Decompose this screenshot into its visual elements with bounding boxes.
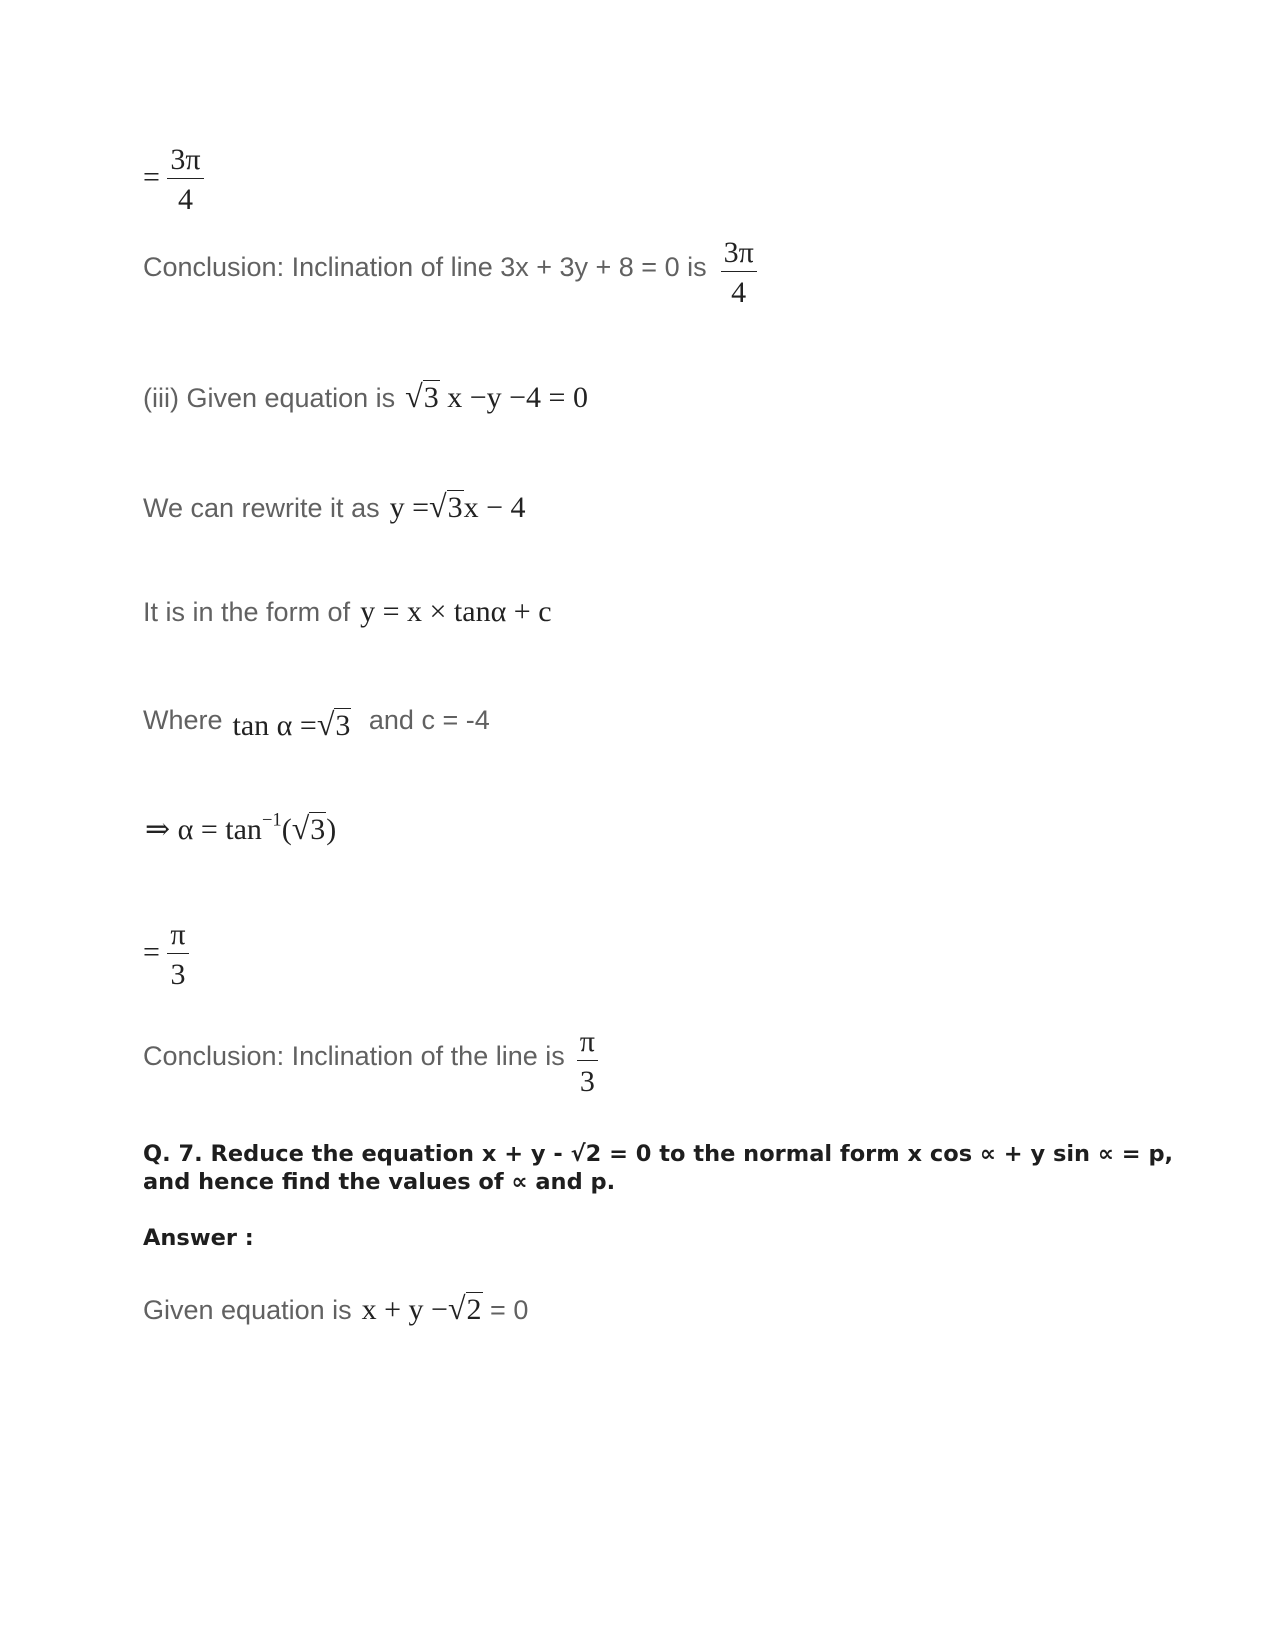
fraction-denominator: 4	[178, 183, 193, 216]
given-equation-iii	[143, 378, 588, 415]
given-equation-q7	[143, 1290, 528, 1327]
close-paren: )	[326, 813, 337, 846]
radicand: 3	[423, 381, 439, 414]
equation-rest: x −y −4 = 0	[447, 381, 588, 414]
equation	[405, 378, 588, 414]
conclusion-part-iii	[143, 1025, 598, 1098]
fraction-denominator: 3	[170, 958, 186, 991]
fraction-numerator: π	[577, 1025, 598, 1061]
equation-lhs: y =	[389, 491, 430, 524]
where-tail-text: and c = -4	[368, 705, 490, 735]
answer-label: Answer :	[143, 1225, 254, 1251]
fraction	[721, 236, 757, 309]
equation-rest: x − 4	[463, 491, 526, 524]
equals-sign: =	[143, 935, 160, 969]
fraction-numerator: 3π	[721, 236, 757, 272]
where-line	[143, 700, 490, 742]
radicand: 3	[310, 813, 326, 846]
implies-line	[145, 810, 336, 847]
fraction	[577, 1025, 598, 1098]
radicand: 3	[335, 709, 351, 742]
rewrite-text: We can rewrite it as	[143, 493, 380, 523]
fraction-denominator: 4	[731, 276, 747, 309]
equation: y = x × tanα + c	[360, 595, 552, 628]
equals-pi-over-three	[143, 918, 189, 991]
fraction	[167, 918, 188, 991]
given-text: (iii) Given equation is	[143, 383, 396, 413]
open-paren: (	[281, 813, 292, 846]
equals-sign: =	[143, 160, 160, 194]
equation-rhs: = 0	[490, 1295, 529, 1325]
form-text: It is in the form of	[143, 597, 351, 627]
square-root: √3	[429, 488, 463, 524]
fraction-numerator: π	[167, 918, 188, 954]
conclusion-text: Conclusion: Inclination of line 3x + 3y + 8 = 0 is	[143, 252, 707, 283]
square-root: √3	[405, 378, 439, 414]
square-root: √2	[447, 1290, 482, 1326]
fraction-numerator: 3π	[167, 143, 203, 179]
equation-lhs: tan α =	[232, 709, 317, 742]
rewrite-line	[143, 488, 526, 525]
question-line-2: and hence find the values of ∝ and p.	[143, 1169, 616, 1195]
question-line-1: Q. 7. Reduce the equation x + y - √2 = 0 to the normal form x cos ∝ + y sin ∝ = p,	[143, 1141, 1174, 1167]
equation-lhs: ⇒ α = tan	[145, 813, 262, 846]
where-text: Where	[143, 705, 223, 735]
equals-three-pi-over-four	[143, 143, 204, 216]
conclusion-part-ii	[143, 236, 757, 309]
inverse-exponent: −1	[261, 809, 282, 831]
square-root: √3	[291, 810, 326, 846]
fraction	[167, 143, 203, 216]
equation-lhs: x + y −	[361, 1293, 448, 1326]
given-text: Given equation is	[143, 1295, 352, 1325]
fraction-denominator: 3	[579, 1065, 595, 1098]
equation	[389, 488, 526, 524]
radicand: 3	[447, 491, 463, 524]
radicand: 2	[466, 1293, 482, 1326]
equation	[232, 706, 359, 742]
question-7	[143, 1140, 1173, 1196]
equation	[361, 1290, 490, 1326]
square-root: √3	[316, 706, 351, 742]
conclusion-text: Conclusion: Inclination of the line is	[143, 1041, 565, 1072]
form-line	[143, 595, 552, 629]
